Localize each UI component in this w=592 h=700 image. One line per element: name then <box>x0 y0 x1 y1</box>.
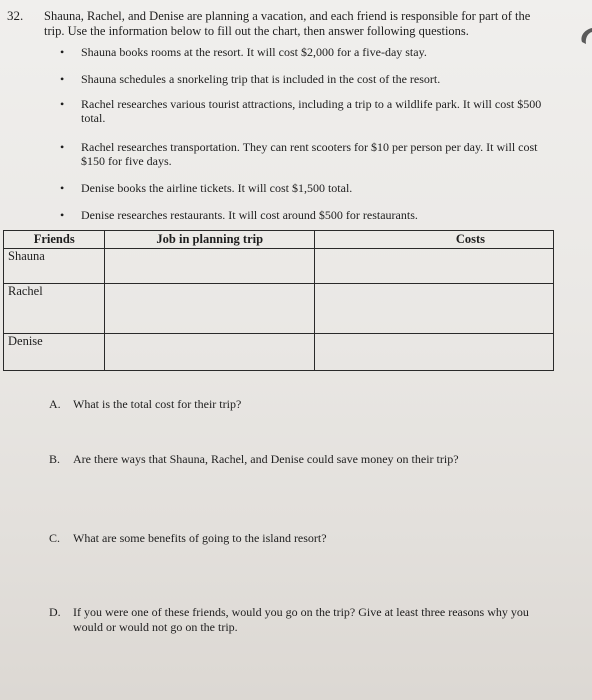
header-costs: Costs <box>315 231 554 249</box>
problem-number: 32. <box>7 8 24 23</box>
question-text: What is the total cost for their trip? <box>73 397 242 411</box>
question-letter: A. <box>49 397 61 411</box>
friend-name: Rachel <box>4 284 105 334</box>
question-text: What are some benefits of going to the island resort? <box>73 531 327 545</box>
planning-chart <box>3 230 554 371</box>
bullet-dot: • <box>60 72 65 86</box>
table-row <box>4 249 554 284</box>
header-friends: Friends <box>4 231 105 249</box>
job-cell[interactable] <box>105 284 315 334</box>
question-text: Are there ways that Shauna, Rachel, and Denise could save money on their trip? <box>73 452 459 466</box>
friend-name: Shauna <box>4 249 105 284</box>
cost-cell[interactable] <box>315 249 554 284</box>
question-letter: D. <box>49 605 61 619</box>
cost-cell[interactable] <box>315 284 554 334</box>
worksheet-page: 32. Shauna, Rachel, and Denise are planning a vacation, and each friend is responsible for part of the trip. Use the information below to fill out the chart, then answer following questions. • Shauna books rooms at the resort. It will cost $2,000 for a five-day stay. • Shauna schedules a snorkeling trip that is included in the cost of the resort. • Rachel researches various tourist attractions, including a trip to a wildlife park. It will cost $500 total. • Rachel researches transportation. They can rent scooters for $10 per person per day. It will cost $150 for five days. • Denise books the airline tickets. It will cost $1,500 total. • Denise researches restaurants. It will cost around $500 for restaurants. Friends Job in planning trip Costs Shauna Rachel Denise A. What is the total cost for their trip? B. Are there ways that Shauna, Rachel, and Denise could save money on their trip? C. What are some benefits of going to the island resort? D. If you were one of these friends, would you go on the trip? Give at least three reasons why you would or would not go on the trip. <box>0 0 592 700</box>
job-cell[interactable] <box>105 334 315 371</box>
page-corner-icon <box>578 26 592 48</box>
bullet-dot: • <box>60 97 65 111</box>
friend-name: Denise <box>4 334 105 371</box>
header-job: Job in planning trip <box>105 231 315 249</box>
bullet-dot: • <box>60 45 65 59</box>
cost-cell[interactable] <box>315 334 554 371</box>
table-row <box>4 284 554 334</box>
question-text: If you were one of these friends, would you go on the trip? Give at least three reasons why you would or would not go on the trip. <box>73 605 529 634</box>
bullet-dot: • <box>60 208 65 222</box>
bullet-dot: • <box>60 140 65 154</box>
job-cell[interactable] <box>105 249 315 284</box>
question-letter: C. <box>49 531 61 545</box>
question-letter: B. <box>49 452 61 466</box>
chart-header-row <box>4 231 554 249</box>
table-row <box>4 334 554 371</box>
bullet-dot: • <box>60 181 65 195</box>
problem-intro: Shauna, Rachel, and Denise are planning a vacation, and each friend is responsible for part of the trip. Use the information below to fill out the chart, then answer following questions. <box>44 9 531 38</box>
